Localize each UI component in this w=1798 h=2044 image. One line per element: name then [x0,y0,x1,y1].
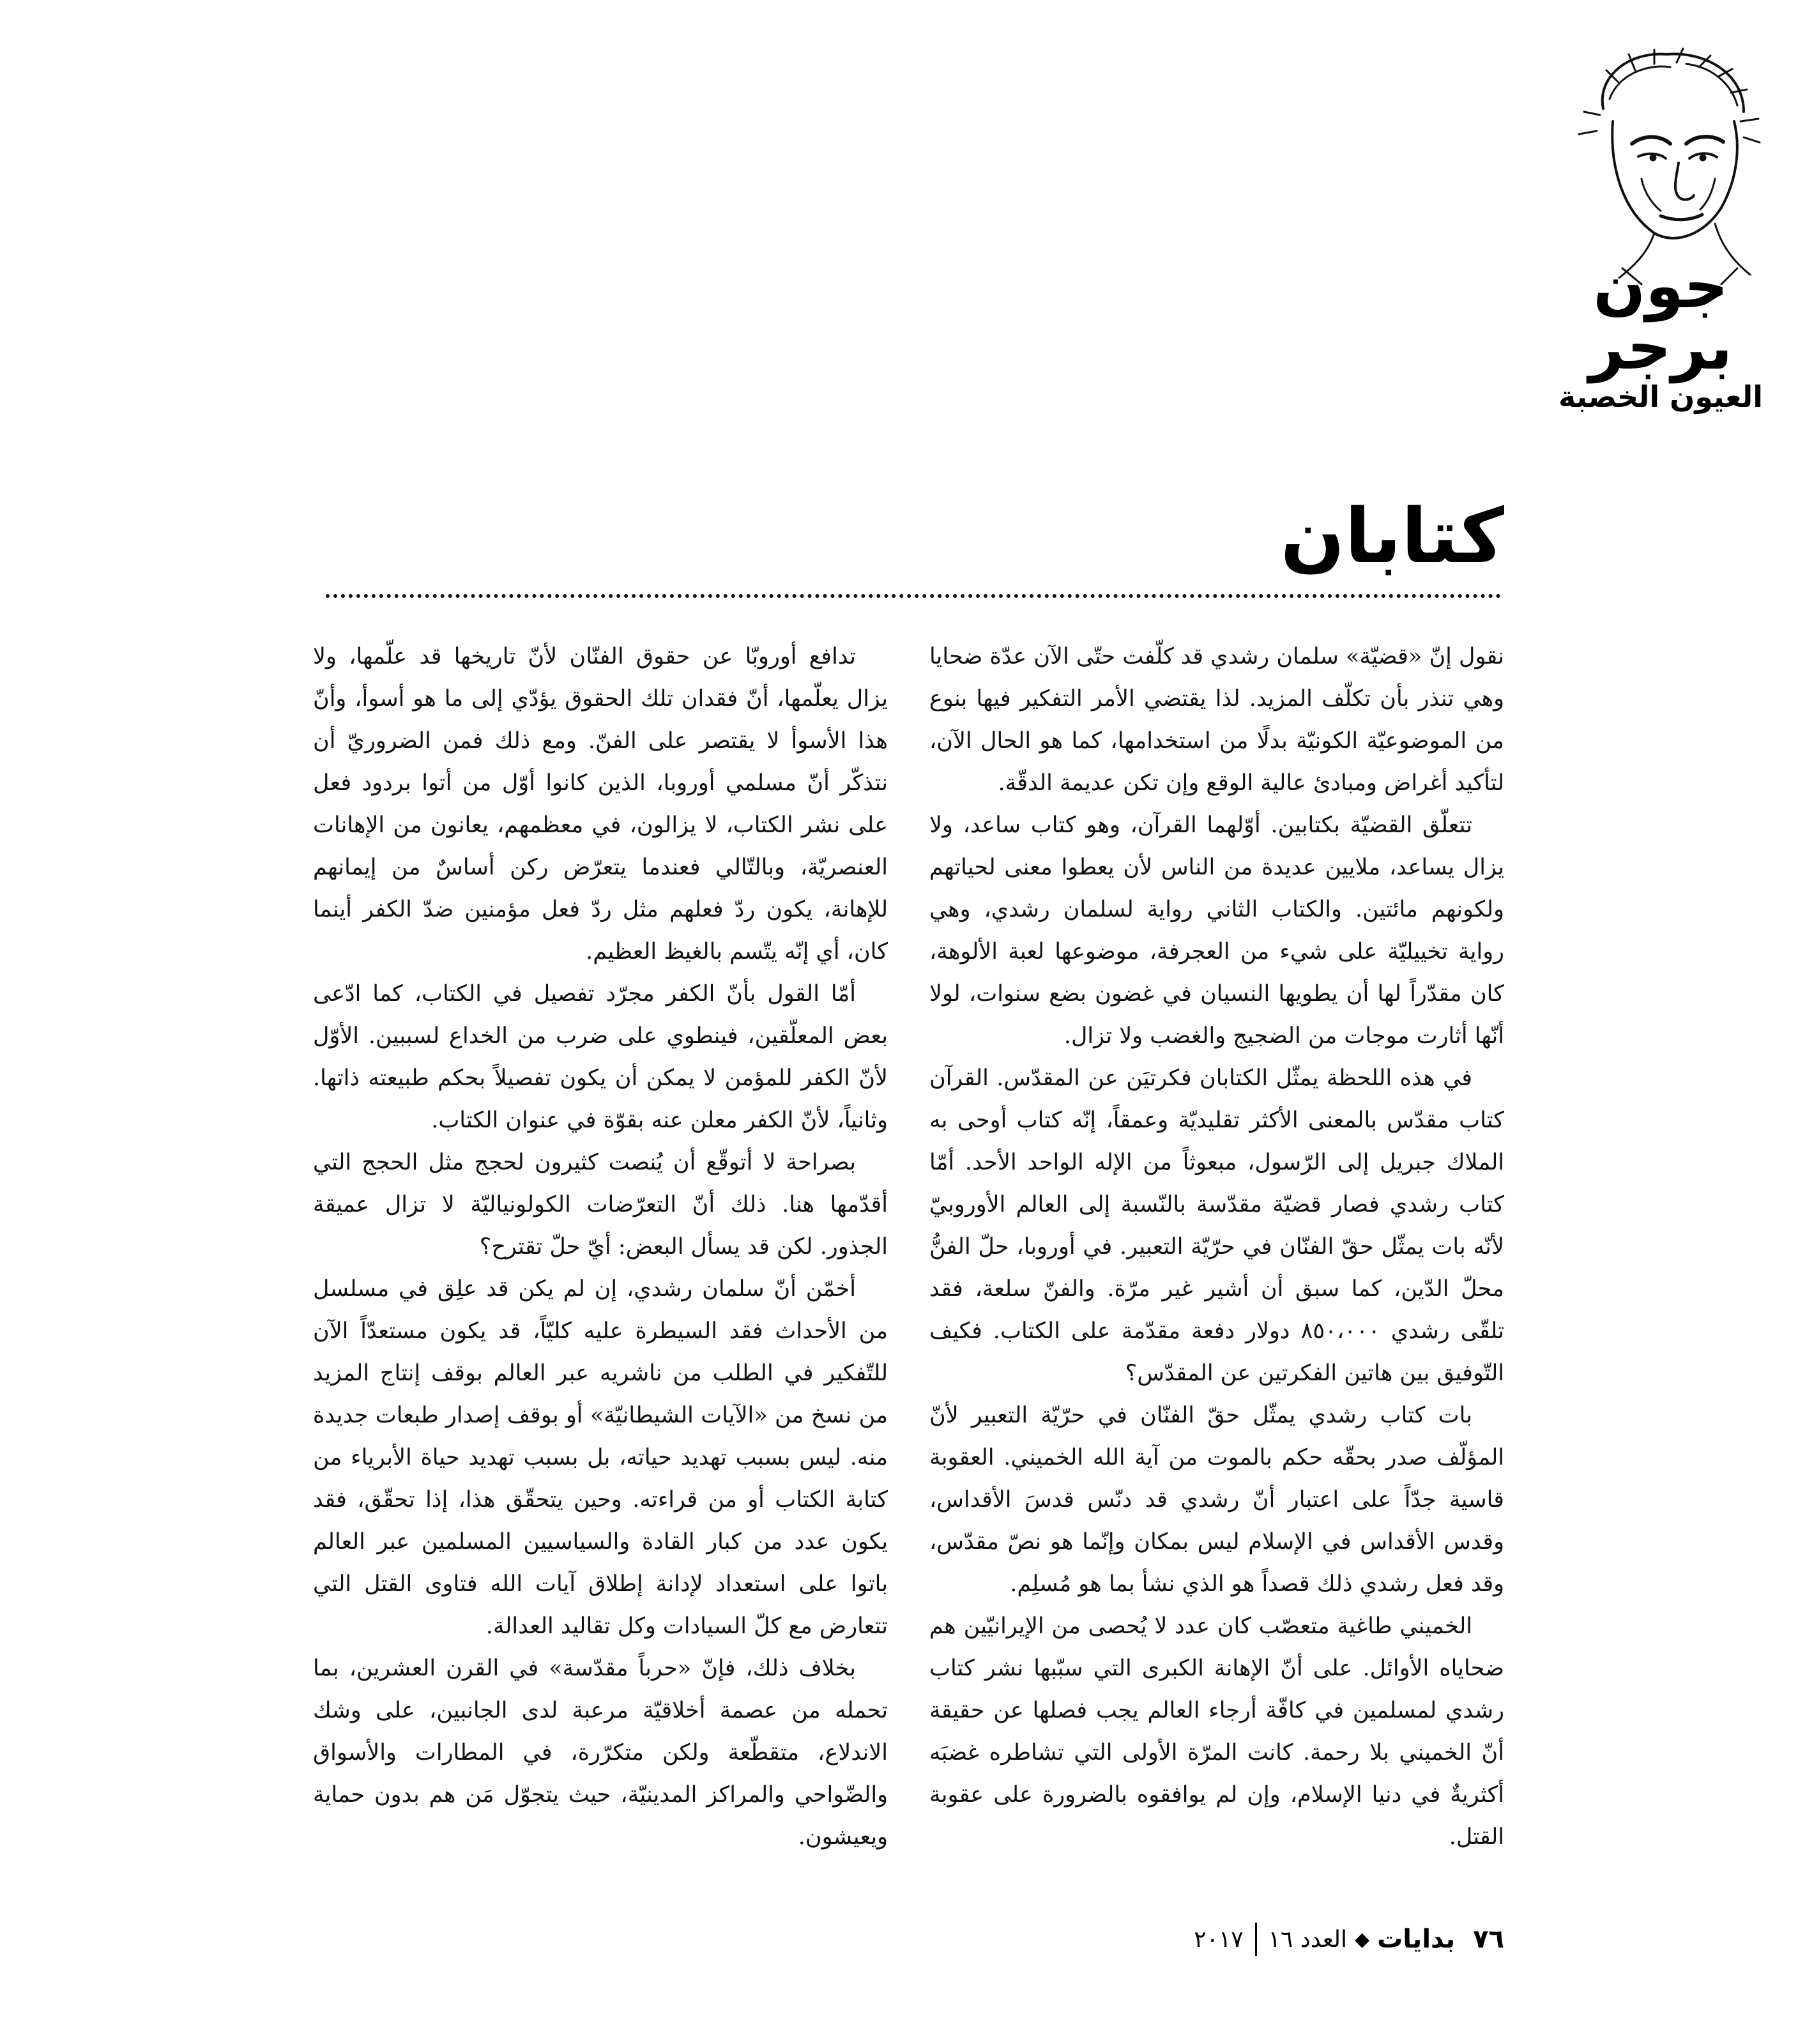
paragraph: بات كتاب رشدي يمثّل حقّ الفنّان في حرّيّة التعبير لأنّ المؤلّف صدر بحقّه حكم بالموت من آية الله الخميني. العقوبة قاسية جدّاً على اعتبار أنّ رشدي قد دنّس قدسَ الأقداس، وقدس الأقداس في الإسلام ليس بمكان وإنّما هو نصّ مقدّس، وقد فعل رشدي ذلك قصداً هو الذي نشأ بما هو مُسلِم. [929,1403,1504,1597]
footer-separator [1255,1923,1257,1956]
magazine-name: بدايات [1377,1925,1456,1954]
diamond-icon: ◆ [1355,1928,1370,1951]
issue-number: العدد ١٦ [1268,1926,1348,1953]
title-divider [326,594,1501,598]
paragraph: الخميني طاغية متعصّب كان عدد لا يُحصى من الإيرانيّين هم ضحاياه الأوائل. على أنّ الإهانة الكبرى التي سبّبها نشر كتاب رشدي لمسلمين في كافّة أرجاء العالم يجب فصلها عن حقيقة أنّ الخميني بلا رحمة. كانت المرّة الأولى التي تشاطره غضبَه أكثريةٌ في دنيا الإسلام، وإن لم يوافقوه بالضرورة على عقوبة القتل. [929,1613,1504,1850]
paragraph: بخلاف ذلك، فإنّ «حرباً مقدّسة» في القرن العشرين، بما تحمله من عصمة أخلاقيّة مرعبة لدى الجانبين، على وشك الاندلاع، متقطّعة ولكن متكرّرة، في المطارات والأسواق والضّواحي والمراكز المدينيّة، حيث يتجوّل مَن هم بدون حماية ويعيشون. [313,1656,888,1850]
paragraph: تتعلّق القضيّة بكتابين. أوّلهما القرآن، وهو كتاب ساعد، ولا يزال يساعد، ملايين عديدة من الناس لأن يعطوا معنى لحياتهم ولكونهم مائتين. والكتاب الثاني رواية لسلمان رشدي، وهي رواية تخييليّة على شيء من العجرفة، موضوعها لعبة الألوهة، كان مقدّراً لها أن يطويها النسيان في غضون بضع سنوات، لولا أنّها أثارت موجات من الضجيج والغضب ولا تزال. [929,812,1504,1049]
column-header [1552,250,1769,414]
paragraph: نقول إنّ «قضيّة» سلمان رشدي قد كلّفت حتّى الآن عدّة ضحايا وهي تنذر بأن تكلّف المزيد. لذا يقتضي الأمر التفكير فيها بنوع من الموضوعيّة الكونيّة بدلًا من استخدامها، كما هو الحال الآن، لتأكيد أغراض ومبادئ عالية الوقع وإن تكن عديمة الدقّة. [929,644,1504,796]
paragraph: تدافع أوروبّا عن حقوق الفنّان لأنّ تاريخها قد علّمها، ولا يزال يعلّمها، أنّ فقدان تلك الحقوق يؤدّي إلى ما هو أسوأ، وأنّ هذا الأسوأ لا يقتصر على الفنّ. ومع ذلك فمن الضروريّ أن نتذكّر أنّ مسلمي أوروبا، الذين كانوا أوّل من أتوا بردود فعل على نشر الكتاب، لا يزالون، في معظمهم، يعانون من الإهانات العنصريّة، وبالتّالي فعندما يتعرّض ركن أساسٌ من إيمانهم للإهانة، يكون ردّ فعلهم مثل ردّ فعل مؤمنين ضدّ الكفر أينما كان، أي إنّه يتّسم بالغيظ العظيم. [313,644,888,965]
page-footer [1194,1923,1504,1956]
paragraph: في هذه اللحظة يمثّل الكتابان فكرتيَن عن المقدّس. القرآن كتاب مقدّس بالمعنى الأكثر تقليديّة وعمقاً، إنّه كتاب أوحى به الملاك جبريل إلى الرّسول، مبعوثاً من الإله الواحد الأحد. أمّا كتاب رشدي فصار قضيّة مقدّسة بالنّسبة إلى العالم الأوروبيّ لأنّه بات يمثّل حقّ الفنّان في حرّيّة التعبير. في أوروبا، حلّ الفنُّ محلّ الدّين، كما سبق أن أشير غير مرّة. والفنّ سلعة، فقد تلقّى رشدي ٨٥٠،٠٠٠ دولار دفعة مقدّمة على الكتاب. فكيف التّوفيق بين هاتين الفكرتين عن المقدّس؟ [929,1065,1505,1386]
paragraph: بصراحة لا أتوقّع أن يُنصت كثيرون لحجج مثل الحجج التي أقدّمها هنا. ذلك أنّ التعرّضات الكولونياليّة لا تزال عميقة الجذور. لكن قد يسأل البعض: أيّ حلّ تقترح؟ [313,1150,888,1260]
column-author-name: جون برجر [1588,250,1733,383]
paragraph: أمّا القول بأنّ الكفر مجرّد تفصيل في الكتاب، كما ادّعى بعض المعلّقين، فينطوي على ضرب من الخداع لسببين. الأوّل لأنّ الكفر للمؤمن لا يمكن أن يكون تفصيلاً بحكم طبيعته ذاتها. وثانياً، لأنّ الكفر معلن عنه بقوّة في عنوان الكتاب. [313,981,888,1133]
article-column-left [313,636,888,1858]
issue-year: ٢٠١٧ [1194,1926,1244,1953]
page-number: ٧٦ [1473,1925,1504,1954]
column-series-name: العيون الخصبة [1558,379,1764,414]
paragraph: أخمّن أنّ سلمان رشدي، إن لم يكن قد علِق في مسلسل من الأحداث فقد السيطرة عليه كليّاً، قد يكون مستعدّاً الآن للتّفكير في الطلب من ناشريه عبر العالم بوقف إنتاج المزيد من نسخ من «الآيات الشيطانيّة» أو بوقف إصدار طبعات جديدة منه. ليس بسبب تهديد حياته، بل بسبب تهديد حياة الأبرياء من كتابة الكتاب أو من قراءته. وحين يتحقّق هذا، إذا تحقّق، فقد يكون عدد من كبار القادة والسياسيين المسلمين عبر العالم باتوا على استعداد لإدانة إطلاق آيات الله فتاوى القتل التي تتعارض مع كلّ السيادات وكل تقاليد العدالة. [313,1276,888,1639]
article-title: كتابان [1280,492,1504,580]
article-column-right [929,636,1504,1858]
